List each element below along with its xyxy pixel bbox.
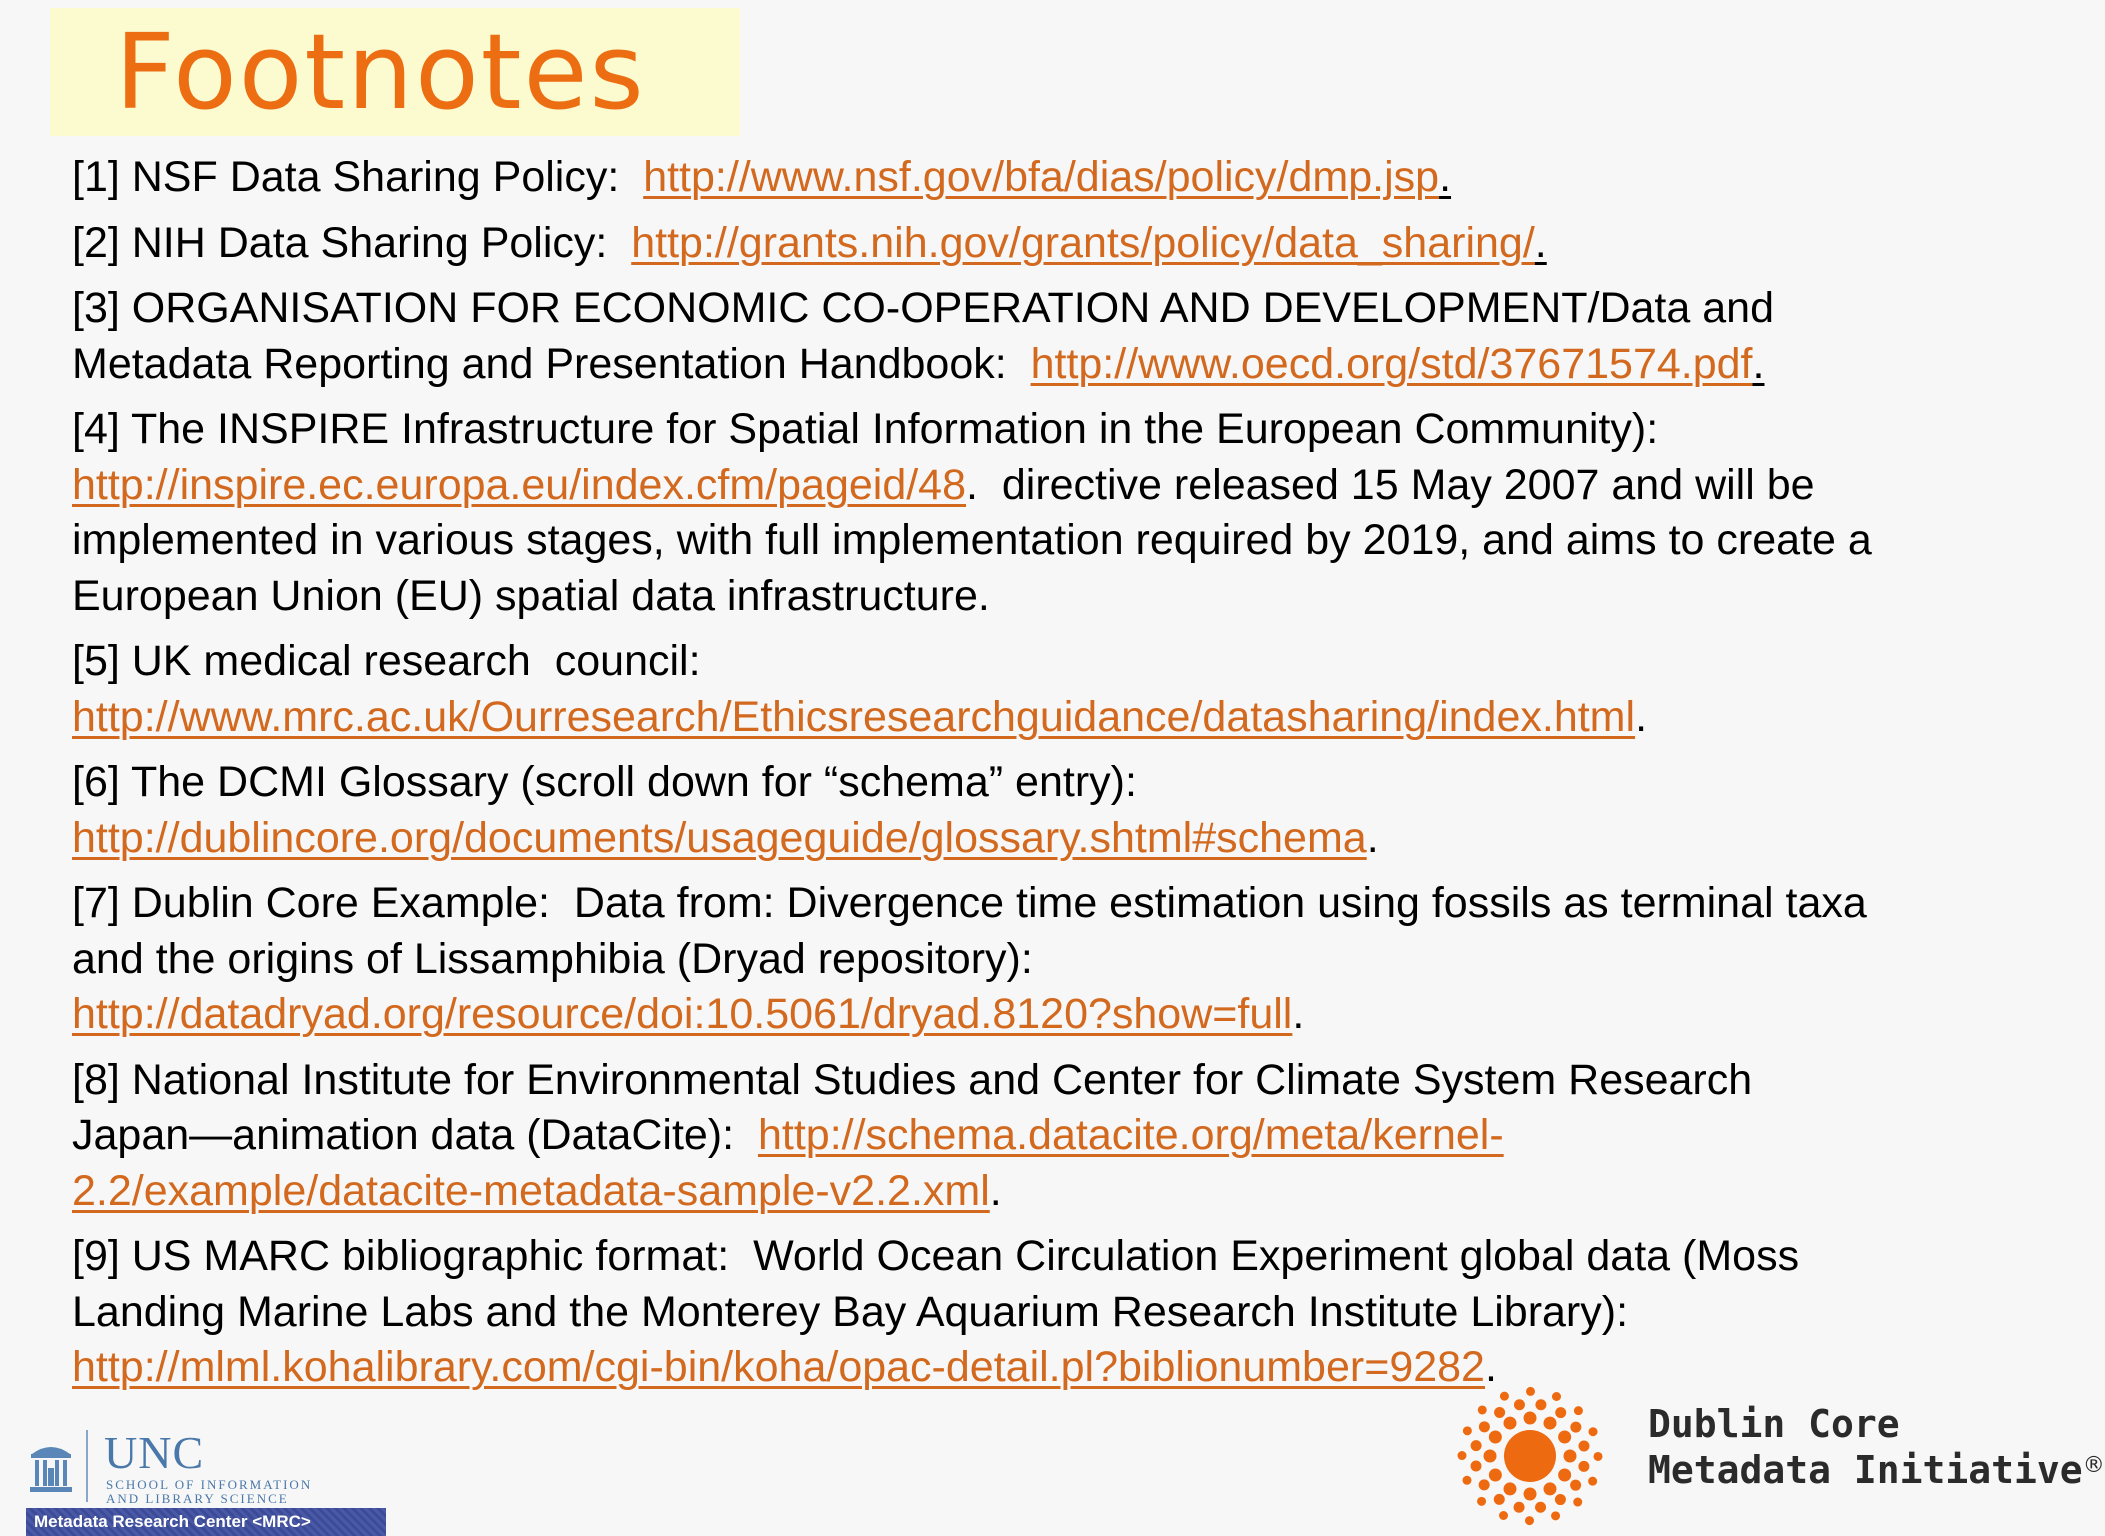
sun-dot	[1494, 1407, 1505, 1418]
sun-dot	[1544, 1482, 1557, 1495]
footnote-text: [8] National Institute for Environmental Studies and Center for Climate System Research Japan—animation data (DataCite):	[72, 1055, 1753, 1159]
sun-dot	[1526, 1387, 1535, 1396]
sun-dot	[1564, 1450, 1577, 1463]
footnote-trailing-text: .	[1366, 813, 1379, 862]
sun-dot	[1570, 1422, 1581, 1433]
sun-dot	[1484, 1450, 1497, 1463]
unc-name: UNC	[104, 1427, 205, 1478]
footnote-link[interactable]: http://datadryad.org/resource/doi:10.5061/dryad.8120?show=full	[72, 990, 1293, 1038]
dcmi-line1: Dublin Core	[1648, 1402, 1900, 1446]
sun-dot	[1524, 1488, 1537, 1501]
sun-dot	[1463, 1426, 1472, 1435]
sun-dot	[1489, 1469, 1502, 1482]
sun-dot	[1558, 1431, 1571, 1444]
old-well-icon	[28, 1438, 74, 1496]
page-title: Footnotes	[115, 11, 646, 133]
sun-dot	[1525, 1516, 1534, 1525]
sun-dot	[1458, 1451, 1467, 1460]
footnote-1	[72, 150, 2022, 206]
sun-dot	[1574, 1406, 1583, 1415]
sun-dot	[1524, 1412, 1537, 1425]
unc-logo	[26, 1427, 386, 1536]
footnote-trailing-text: .	[1534, 218, 1547, 267]
dcmi-logo	[1450, 1388, 2105, 1528]
dcmi-sun-icon	[1450, 1388, 1610, 1528]
sun-dot	[1504, 1482, 1517, 1495]
sun-dot	[1558, 1469, 1571, 1482]
footnote-link[interactable]: http://www.nsf.gov/bfa/dias/policy/dmp.jsp	[643, 153, 1440, 201]
sun-dot	[1499, 1511, 1508, 1520]
footnote-2	[72, 216, 2022, 272]
footnote-8	[72, 1053, 2022, 1220]
mrc-bar-text: Metadata Research Center <MRC>	[34, 1512, 311, 1531]
footnote-text: [1] NSF Data Sharing Policy:	[72, 153, 644, 201]
sun-core	[1504, 1430, 1556, 1482]
sun-dot	[1578, 1440, 1589, 1451]
mrc-bar	[26, 1508, 386, 1536]
footnote-link[interactable]: http://grants.nih.gov/grants/policy/data_sharing/	[631, 218, 1535, 267]
footnote-trailing-text: .	[1484, 1343, 1497, 1391]
sun-dot	[1544, 1417, 1557, 1430]
footnote-link[interactable]: http://schema.datacite.org/meta/kernel- 2.2/example/datacite-metadata-sample-v2.2.xml	[72, 1111, 1504, 1215]
dcmi-line2	[1648, 1448, 2105, 1492]
footnote-trailing-text: .	[1635, 692, 1648, 741]
footnote-trailing-text: .	[1292, 990, 1305, 1038]
unc-divider	[86, 1430, 88, 1502]
sun-dot	[1573, 1498, 1582, 1507]
sun-dot	[1500, 1392, 1509, 1401]
footnote-text: [3] ORGANISATION FOR ECONOMIC CO-OPERATION AND DEVELOPMENT/Data and Metadata Reporting and Presentation Handbook:	[72, 284, 1774, 388]
footnote-link[interactable]: http://www.mrc.ac.uk/Ourresearch/Ethicsresearchguidance/datasharing/index.html	[72, 692, 1636, 741]
sun-dot	[1477, 1497, 1486, 1506]
footnote-text: [5] UK medical research council:	[72, 637, 701, 685]
sun-dot	[1570, 1480, 1581, 1491]
registered-mark: ®	[2082, 1453, 2105, 1478]
sun-dot	[1578, 1461, 1589, 1472]
sun-dot	[1589, 1427, 1598, 1436]
footnote-text: [4] The INSPIRE Infrastructure for Spatial Information in the European Community):	[72, 405, 1659, 453]
footnote-4	[72, 402, 2022, 624]
sun-dot	[1535, 1399, 1546, 1410]
sun-dot	[1593, 1452, 1602, 1461]
footnote-trailing-text: .	[989, 1166, 1002, 1215]
sun-dot	[1479, 1421, 1490, 1432]
footnote-5	[72, 634, 2022, 745]
sun-dot	[1514, 1399, 1525, 1410]
footnote-trailing-text: .	[1752, 339, 1765, 388]
footnote-3	[72, 281, 2022, 392]
footnote-text: [2] NIH Data Sharing Policy:	[72, 218, 632, 267]
sun-dot	[1494, 1494, 1505, 1505]
footnote-link[interactable]: http://dublincore.org/documents/usageguide/glossary.shtml#schema	[72, 813, 1367, 862]
sun-dot	[1462, 1476, 1471, 1485]
footnote-link[interactable]: http://inspire.ec.europa.eu/index.cfm/pageid/48	[72, 460, 967, 509]
sun-dot	[1471, 1440, 1482, 1451]
footnotes-list	[72, 150, 2022, 1406]
footnote-text: [7] Dublin Core Example: Data from: Divergence time estimation using fossils as terminal taxa and the origins of Lissamphibia (Dryad repository):	[72, 879, 1867, 983]
footnote-9	[72, 1229, 2022, 1396]
sun-dot	[1555, 1494, 1566, 1505]
sun-dot	[1535, 1502, 1546, 1513]
dcmi-line2-text: Metadata Initiative	[1648, 1448, 2083, 1492]
sun-dot	[1504, 1417, 1517, 1430]
footnote-7	[72, 876, 2022, 1043]
footnote-text: [9] US MARC bibliographic format: World Ocean Circulation Experiment global data (Moss Landing Marine Labs and the Monterey Bay Aquarium Research Institute Library):	[72, 1232, 1800, 1336]
sun-dot	[1471, 1461, 1482, 1472]
footnote-trailing-text: .	[1439, 153, 1452, 201]
sun-dot	[1551, 1511, 1560, 1520]
footnote-trailing-text: . directive released 15 May 2007 and will be implemented in various stages, with full implementation required by 2019, and aims to create a European Union (EU) spatial data infrastructure.	[72, 460, 1872, 620]
footnote-text: [6] The DCMI Glossary (scroll down for “schema” entry):	[72, 758, 1137, 806]
sun-dot	[1552, 1392, 1561, 1401]
sun-dot	[1588, 1477, 1597, 1486]
sun-dot	[1478, 1405, 1487, 1414]
sun-dot	[1514, 1502, 1525, 1513]
footnote-link[interactable]: http://mlml.kohalibrary.com/cgi-bin/koha/opac-detail.pl?biblionumber=9282	[72, 1343, 1485, 1391]
unc-subtitle: SCHOOL OF INFORMATION AND LIBRARY SCIENCE	[106, 1477, 313, 1506]
sun-dot	[1555, 1407, 1566, 1418]
sun-dot	[1479, 1479, 1490, 1490]
footnote-link[interactable]: http://www.oecd.org/std/37671574.pdf	[1030, 339, 1753, 388]
sun-dot	[1489, 1431, 1502, 1444]
footnote-6	[72, 755, 2022, 866]
